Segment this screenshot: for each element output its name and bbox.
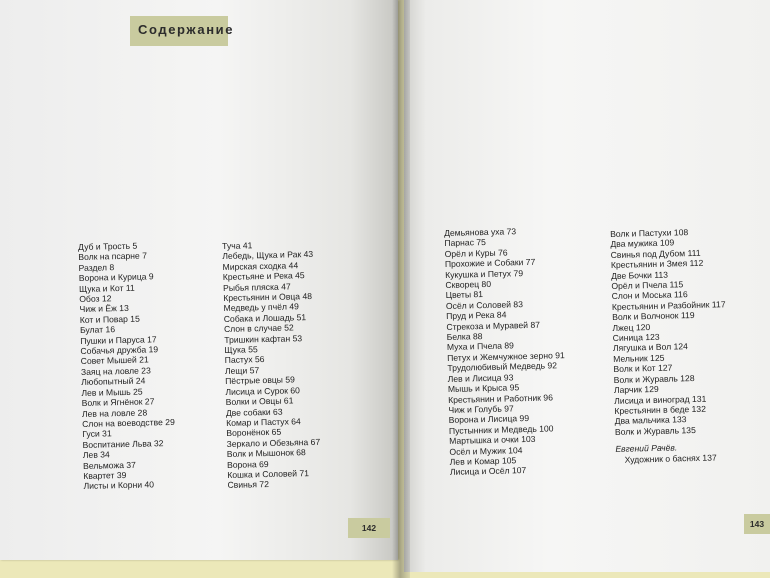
contents-entry: Чиж и Ёж 13 <box>79 303 129 315</box>
contents-entry: Пёстрые овцы 59 <box>225 374 295 387</box>
contents-entry: Мирская сходка 44 <box>222 260 299 272</box>
contents-entry: Щука 55 <box>224 344 258 356</box>
book-spine <box>392 0 410 578</box>
contents-entry: Осёл и Мужик 104 <box>449 444 523 457</box>
contents-entry: Лев 34 <box>82 449 110 461</box>
illustrator-credit: Художник о баснях 137 <box>624 451 717 465</box>
page-title: Содержание <box>138 22 235 37</box>
contents-entry: Пушки и Паруса 17 <box>80 333 157 346</box>
contents-entry: Комар и Пастух 64 <box>226 416 301 428</box>
contents-entry: Кот и Повар 15 <box>79 313 140 325</box>
contents-entry: Заяц на ловле 23 <box>80 365 151 377</box>
contents-entry: Слон в случае 52 <box>223 322 294 335</box>
contents-entry: Кукушка и Петух 79 <box>445 267 524 280</box>
contents-entry: Лев и Лисица 93 <box>447 372 514 384</box>
contents-entry: Крестьянин в беде 132 <box>614 403 707 416</box>
contents-entry: Мельник 125 <box>613 352 665 364</box>
contents-entry: Свинья 72 <box>227 479 270 491</box>
contents-entry: Крестьянин и Разбойник 117 <box>611 299 726 312</box>
contents-entry: Волк и Журавль 135 <box>614 424 696 437</box>
contents-entry: Крестьяне и Река 45 <box>222 270 305 283</box>
contents-column-4 <box>610 226 729 465</box>
contents-entry: Слон и Моська 116 <box>611 289 688 302</box>
contents-entry: Туча 41 <box>222 240 253 251</box>
contents-entry: Лжец 120 <box>612 321 651 333</box>
contents-entry: Лисица и Осёл 107 <box>449 465 527 478</box>
contents-entry: Чиж и Голубь 97 <box>448 403 514 415</box>
contents-entry: Ларчик 129 <box>613 383 659 396</box>
contents-entry: Стрекоза и Муравей 87 <box>446 319 541 332</box>
contents-entry: Воспитание Льва 32 <box>82 437 164 450</box>
contents-entry: Скворец 80 <box>445 278 492 291</box>
contents-entry: Белка 88 <box>446 331 483 343</box>
contents-entry: Осёл и Соловей 83 <box>445 298 524 311</box>
contents-entry: Волк и Ягнёнок 27 <box>81 396 155 409</box>
contents-entry: Два мальчика 133 <box>614 414 687 427</box>
page-number-right: 143 <box>744 514 770 534</box>
contents-entry: Демьянова уха 73 <box>444 226 517 238</box>
contents-entry: Мышь и Крыса 95 <box>447 382 520 395</box>
contents-entry: Парнас 75 <box>444 237 487 249</box>
contents-entry: Цветы 81 <box>445 289 484 301</box>
page-number-left: 142 <box>348 518 390 538</box>
contents-entry: Лещи 57 <box>224 365 260 376</box>
contents-entry: Лисица и виноград 131 <box>614 393 707 406</box>
contents-entry: Две Бочки 113 <box>611 269 669 281</box>
contents-entry: Лебедь, Щука и Рак 43 <box>222 249 314 262</box>
contents-entry: Ворона и Курица 9 <box>78 271 154 284</box>
contents-entry: Свинья под Дубом 111 <box>610 247 701 260</box>
contents-entry: Тришкин кафтан 53 <box>224 332 303 345</box>
contents-entry: Орёл и Куры 76 <box>444 247 508 259</box>
contents-entry: Дуб и Трость 5 <box>78 240 138 252</box>
contents-entry: Собачья дружба 19 <box>80 344 159 357</box>
contents-entry: Булат 16 <box>79 324 116 336</box>
contents-column-3 <box>444 225 568 478</box>
contents-entry: Квартет 39 <box>83 469 127 481</box>
contents-entry: Лев на ловле 28 <box>81 406 148 419</box>
contents-entry: Волк и Волчонок 119 <box>612 310 695 323</box>
contents-entry: Листы и Корни 40 <box>83 479 155 492</box>
contents-entry: Кошка и Соловей 71 <box>227 468 310 480</box>
contents-entry: Воронёнок 65 <box>226 427 282 439</box>
contents-entry: Медведь у пчёл 49 <box>223 301 299 314</box>
contents-entry: Ворона 69 <box>226 458 269 470</box>
contents-entry: Петух и Жемчужное зерно 91 <box>447 349 565 363</box>
contents-entry: Собака и Лошадь 51 <box>223 311 307 324</box>
contents-entry: Орёл и Пчела 115 <box>611 279 684 292</box>
contents-entry: Лев и Мышь 25 <box>81 386 143 398</box>
contents-entry: Ворона и Лисица 99 <box>448 413 530 426</box>
contents-entry: Пустынник и Медведь 100 <box>448 423 554 436</box>
contents-entry: Лев и Комар 105 <box>449 455 517 467</box>
contents-entry: Волк и Журавль 128 <box>613 372 695 385</box>
contents-entry: Крестьянин и Овца 48 <box>223 291 313 304</box>
contents-entry: Крестьянин и Змея 112 <box>610 257 704 271</box>
illustrator-name: Евгений Рачёв. <box>615 442 678 455</box>
contents-entry: Крестьянин и Работник 96 <box>448 391 554 405</box>
contents-entry: Синица 123 <box>612 331 660 344</box>
contents-entry: Любопытный 24 <box>81 375 146 388</box>
contents-entry: Щука и Кот 11 <box>78 282 135 294</box>
illustrator-entry <box>615 441 729 465</box>
contents-entry: Волк на псарне 7 <box>78 250 148 263</box>
contents-entry: Прохожие и Собаки 77 <box>444 256 536 270</box>
contents-entry: Волк и Кот 127 <box>613 362 673 375</box>
contents-entry: Рыбья пляска 47 <box>222 281 291 293</box>
contents-entry: Пастух 56 <box>224 354 265 366</box>
contents-entry: Трудолюбивый Медведь 92 <box>447 360 558 374</box>
contents-entry: Лягушка и Вол 124 <box>612 341 689 354</box>
contents-entry: Волки и Овцы 61 <box>225 395 294 408</box>
contents-entry: Два мужика 109 <box>610 237 675 250</box>
contents-entry: Мартышка и очки 103 <box>449 433 536 447</box>
contents-entry: Две собаки 63 <box>225 406 283 418</box>
contents-column-1 <box>78 240 176 492</box>
contents-entry: Волк и Мышонок 68 <box>226 447 306 460</box>
contents-entry: Слон на воеводстве 29 <box>82 416 175 429</box>
contents-entry: Муха и Пчела 89 <box>446 340 515 353</box>
contents-entry: Вельможа 37 <box>82 459 136 471</box>
contents-entry: Совет Мышей 21 <box>80 354 149 367</box>
contents-column-2 <box>222 239 321 491</box>
contents-entry: Зеркало и Обезьяна 67 <box>226 436 321 449</box>
contents-entry: Лисица и Сурок 60 <box>225 384 301 397</box>
contents-entry: Гуси 31 <box>82 428 112 440</box>
contents-entry: Обоз 12 <box>79 293 112 305</box>
contents-entry: Пруд и Река 84 <box>446 309 507 322</box>
contents-entry: Волк и Пастухи 108 <box>610 227 689 239</box>
contents-entry: Раздел 8 <box>78 261 115 273</box>
